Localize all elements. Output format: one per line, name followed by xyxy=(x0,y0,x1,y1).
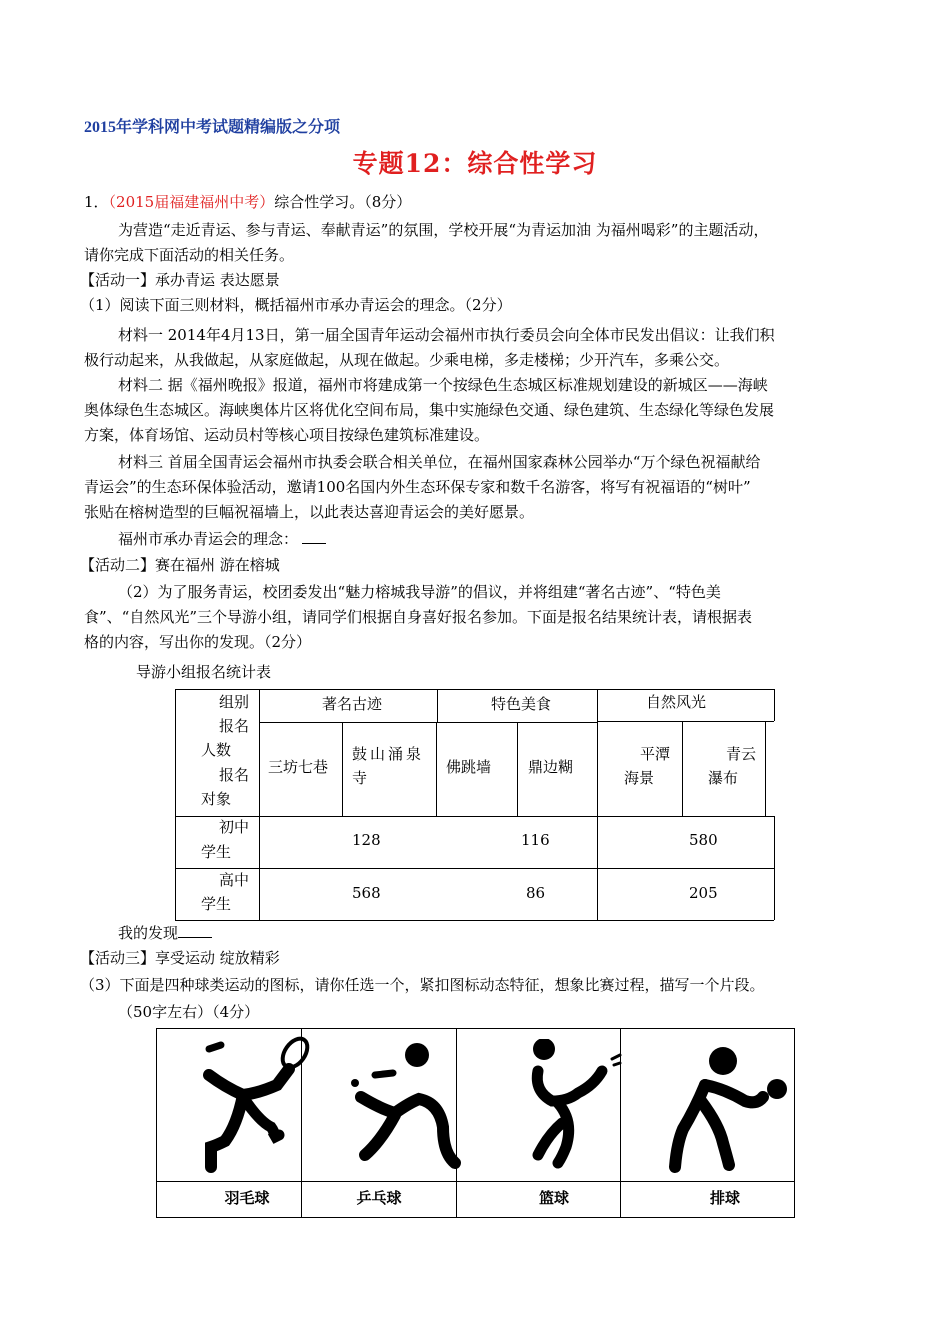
group-header: 自然风光 xyxy=(646,693,707,711)
table-cell: 116 xyxy=(521,831,550,849)
intro-line: 为营造“走近青运、参与青运、奉献青运”的氛围，学校开展“为青运加油 为福州喝彩”的主题活动， xyxy=(118,221,769,239)
sub-item: 瀑布 xyxy=(708,769,739,787)
sub-question-2-line: 格的内容，写出你的发现。（2分） xyxy=(84,633,312,651)
concept-prompt: 福州市承办青运会的理念： xyxy=(118,527,326,552)
sport-label: 篮球 xyxy=(538,1189,569,1207)
table-cell: 86 xyxy=(526,884,546,902)
page-title: 专题12：综合性学习 xyxy=(352,149,598,178)
question-label: 综合性学习。（8分） xyxy=(274,193,412,211)
row-label: 学生 xyxy=(201,895,232,913)
corner-label: 对象 xyxy=(201,790,232,808)
material-line: 青运会”的生态环保体验活动，邀请100名国内外生态环保专家和数千名游客，将写有祝福语的“树叶” xyxy=(84,478,751,496)
intro-line: 请你完成下面活动的相关任务。 xyxy=(84,246,295,264)
sub-question-3-line: （3）下面是四种球类运动的图标，请你任选一个，紧扣图标动态特征，想象比赛过程，描写一个片段。 xyxy=(80,976,765,994)
answer-blank[interactable] xyxy=(178,923,212,938)
sub-item: 青云 xyxy=(726,745,757,763)
activity-3-heading: 【活动三】享受运动 绽放精彩 xyxy=(80,949,280,967)
finding-prompt: 我的发现 xyxy=(118,921,212,946)
sub-item: 平潭 xyxy=(640,745,671,763)
row-label: 初中 xyxy=(219,818,250,836)
group-header: 特色美食 xyxy=(491,695,552,713)
sub-item: 三坊七巷 xyxy=(268,758,329,776)
activity-2-heading: 【活动二】赛在福州 游在榕城 xyxy=(80,556,280,574)
sub-item: 海景 xyxy=(624,769,655,787)
answer-blank[interactable] xyxy=(302,529,326,544)
group-header: 著名古迹 xyxy=(322,695,383,713)
material-line: 材料三 首届全国青运会福州市执委会联合相关单位，在福州国家森林公园举办“万个绿色祝福献给 xyxy=(118,453,761,471)
question-1 xyxy=(84,190,411,215)
table-cell: 205 xyxy=(689,884,718,902)
sub-item: 寺 xyxy=(352,769,368,787)
corner-label: 报名 xyxy=(219,717,250,735)
material-line: 方案，体育场馆、运动员村等核心项目按绿色建筑标准建设。 xyxy=(84,426,490,444)
material-line: 极行动起来，从我做起，从家庭做起，从现在做起。少乘电梯，多走楼梯；少开汽车，多乘公交。 xyxy=(84,351,730,369)
sport-label: 排球 xyxy=(709,1189,740,1207)
material-line: 张贴在榕树造型的巨幅祝福墙上，以此表达喜迎青运会的美好愿景。 xyxy=(84,503,535,521)
material-line: 奥体绿色生态城区。海峡奥体片区将优化空间布局，集中实施绿色交通、绿色建筑、生态绿化等绿色发展 xyxy=(84,401,775,419)
question-number: 1． xyxy=(84,193,109,211)
corner-label: 报名 xyxy=(219,766,250,784)
table-tennis-icon xyxy=(347,1043,467,1173)
volleyball-icon xyxy=(665,1039,795,1179)
sub-question-3-line: （50字左右）（4分） xyxy=(118,1003,260,1021)
basketball-icon xyxy=(522,1039,632,1179)
table-cell: 568 xyxy=(352,884,381,902)
row-label: 高中 xyxy=(219,871,250,889)
material-line: 材料一 2014年4月13日，第一届全国青年运动会福州市执行委员会向全体市民发出倡议：让我们积 xyxy=(118,326,775,344)
corner-label: 组别 xyxy=(219,693,250,711)
sub-item: 鼎边糊 xyxy=(528,758,574,776)
badminton-icon xyxy=(197,1035,317,1175)
corner-label: 人数 xyxy=(201,741,232,759)
sports-icons-panel xyxy=(156,1028,795,1218)
sport-label: 乒乓球 xyxy=(356,1189,402,1207)
page-header: 2015年学科网中考试题精编版之分项 xyxy=(84,119,341,136)
sub-question-2-line: （2）为了服务青运，校团委发出“魅力榕城我导游”的倡议，并将组建“著名古迹”、“特色美 xyxy=(118,583,721,601)
material-line: 材料二 据《福州晚报》报道，福州市将建成第一个按绿色生态城区标准规划建设的新城区——海峡 xyxy=(118,376,768,394)
sport-label: 羽毛球 xyxy=(224,1189,270,1207)
sub-item: 鼓山涌泉 xyxy=(352,745,425,763)
table-cell: 580 xyxy=(689,831,718,849)
sub-item: 佛跳墙 xyxy=(446,758,492,776)
row-label: 学生 xyxy=(201,843,232,861)
activity-1-heading: 【活动一】承办青运 表达愿景 xyxy=(80,271,280,289)
question-source: （2015届福建福州中考） xyxy=(108,193,275,211)
sub-question-2-line: 食”、“自然风光”三个导游小组，请同学们根据自身喜好报名参加。下面是报名结果统计表，请根据表 xyxy=(84,608,753,626)
table-cell: 128 xyxy=(352,831,381,849)
sub-question-1: （1）阅读下面三则材料，概括福州市承办青运会的理念。（2分） xyxy=(80,296,512,314)
table-caption: 导游小组报名统计表 xyxy=(136,663,272,681)
